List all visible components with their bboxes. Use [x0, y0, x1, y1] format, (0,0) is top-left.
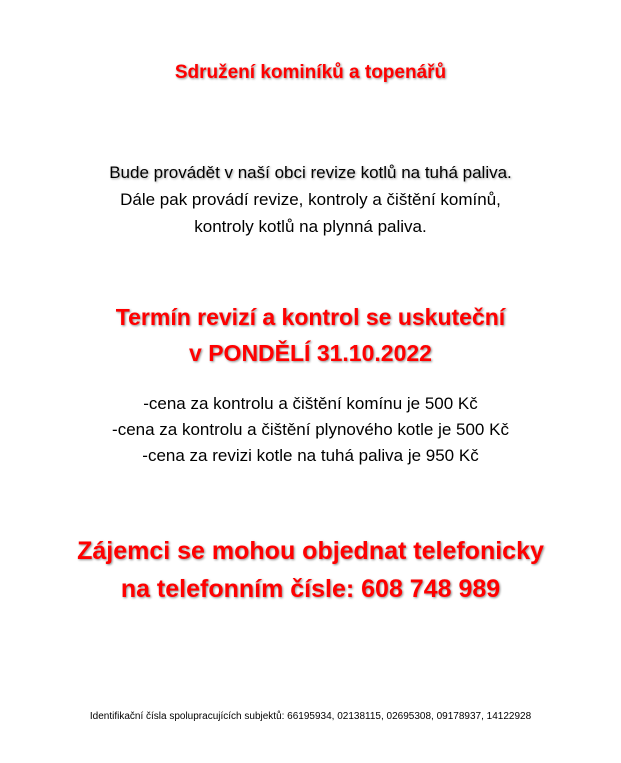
- footer-company-ids: Identifikační čísla spolupracujících subjektů: 66195934, 02138115, 02695308, 09178937, 14122928: [89, 711, 532, 722]
- intro-line-2: Dále pak provádí revize, kontroly a čištění komínů,: [120, 190, 501, 209]
- contact-phone-line: na telefonním čísle: 608 748 989: [120, 575, 501, 603]
- notice-title: Sdružení kominíků a topenářů: [174, 62, 447, 83]
- term-date-line: v PONDĚLÍ 31.10.2022: [189, 340, 432, 366]
- intro-line-3: kontroly kotlů na plynná paliva.: [194, 217, 427, 236]
- price-item-chimney: -cena za kontrolu a čištění komínu je 500 Kč: [143, 394, 478, 413]
- contact-line-1: Zájemci se mohou objednat telefonicky: [77, 537, 544, 565]
- term-heading-line-1: Termín revizí a kontrol se uskuteční: [115, 304, 506, 330]
- price-item-gas-boiler: -cena za kontrolu a čištění plynového kotle je 500 Kč: [112, 420, 509, 439]
- price-item-solid-fuel-revision: -cena za revizi kotle na tuhá paliva je 950 Kč: [142, 446, 479, 465]
- intro-line-1: Bude provádět v naší obci revize kotlů na tuhá paliva.: [109, 163, 512, 182]
